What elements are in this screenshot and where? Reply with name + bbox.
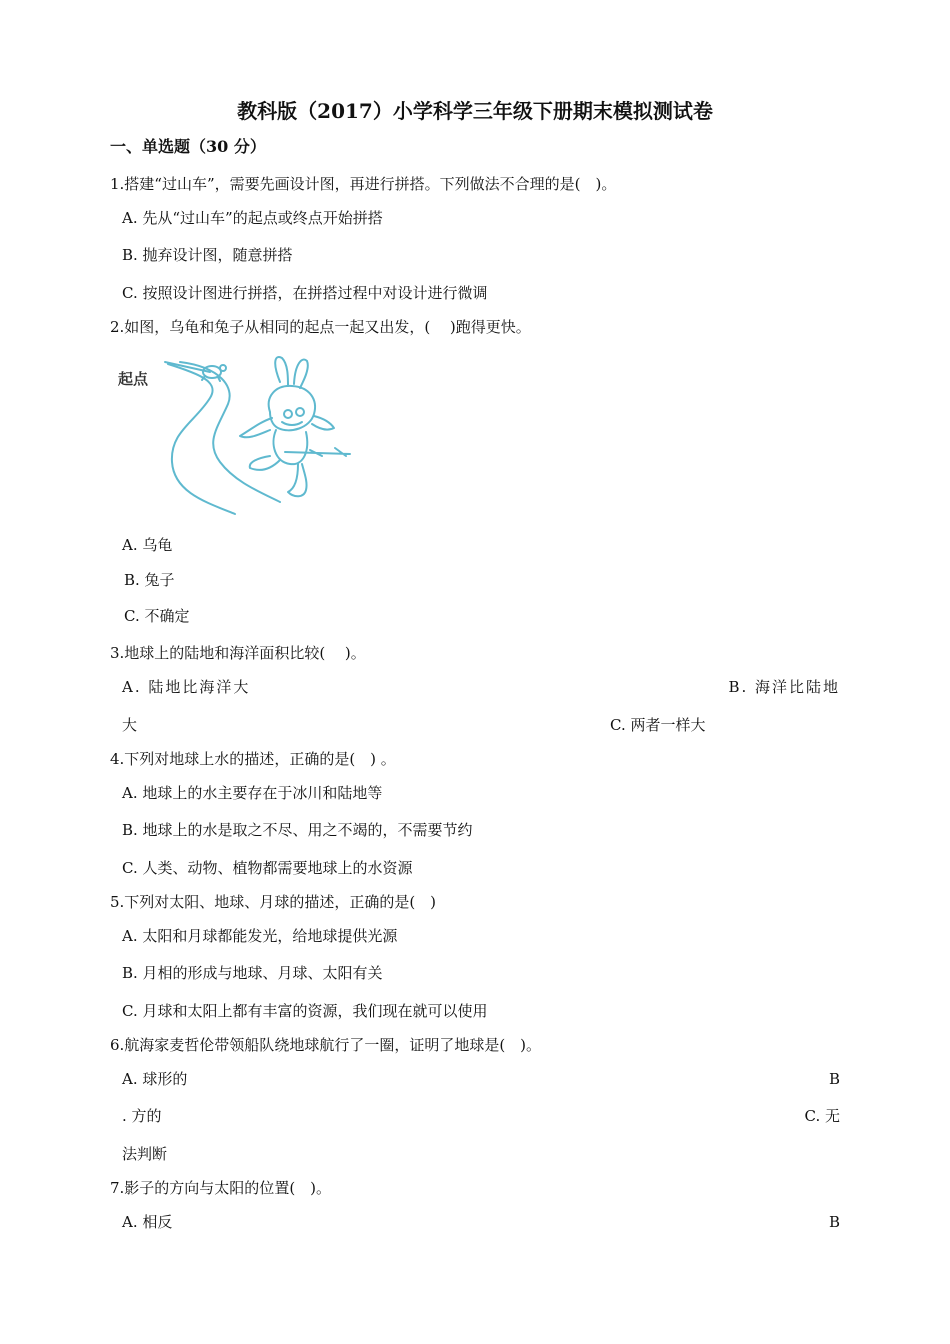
rabbit-arm-right (312, 416, 334, 430)
figure-start-label: 起点 (118, 370, 149, 388)
rabbit-leg-right (288, 464, 307, 496)
question-4-stem: 4.下列对地球上水的描述，正确的是( ) 。 (110, 750, 396, 768)
question-5-option-a: A. 太阳和月球都能发光，给地球提供光源 (122, 927, 398, 945)
question-5-stem: 5.下列对太阳、地球、月球的描述，正确的是( ) (110, 893, 437, 911)
question-6-stem: 6.航海家麦哲伦带领船队绕地球航行了一圈，证明了地球是( )。 (110, 1036, 542, 1054)
track-left-edge (168, 364, 235, 514)
question-3-option-c: C. 两者一样大 (610, 716, 706, 734)
question-1-option-b: B. 抛弃设计图，随意拼搭 (122, 246, 293, 264)
question-3-option-b-continued: 大 (122, 716, 138, 734)
tortoise-rabbit-figure (110, 352, 360, 522)
rabbit-body (274, 430, 308, 464)
rabbit-head (269, 386, 315, 430)
question-5-option-c: C. 月球和太阳上都有丰富的资源，我们现在就可以使用 (122, 1002, 488, 1020)
question-5-option-b: B. 月相的形成与地球、月球、太阳有关 (122, 964, 383, 982)
question-7-option-b: B (828, 1213, 840, 1231)
question-6-option-c: C. 无 (804, 1107, 840, 1125)
rabbit-ear-left (275, 357, 288, 386)
question-6-option-b-continued: . 方的 (122, 1107, 162, 1125)
rabbit-arm-left (240, 418, 272, 437)
rabbit-ear-right (294, 360, 308, 388)
section-heading: 一、单选题（30 分） (110, 137, 266, 156)
question-4-option-a: A. 地球上的水主要存在于冰川和陆地等 (122, 784, 383, 802)
question-6-option-b: B (828, 1070, 840, 1088)
question-1-option-c: C. 按照设计图进行拼搭，在拼搭过程中对设计进行微调 (122, 284, 488, 302)
question-7-option-a: A. 相反 (122, 1213, 173, 1231)
question-3-option-b: B. 海洋比陆地 (728, 678, 840, 696)
question-6-option-c-continued: 法判断 (122, 1145, 168, 1163)
rabbit-leg-left (250, 456, 280, 470)
question-2-stem: 2.如图，乌龟和兔子从相同的起点一起又出发，( )跑得更快。 (110, 318, 531, 336)
question-2-option-a: A. 乌龟 (122, 536, 173, 554)
question-2-option-b: B. 兔子 (124, 571, 175, 589)
question-4-option-c: C. 人类、动物、植物都需要地球上的水资源 (122, 859, 413, 877)
question-7-stem: 7.影子的方向与太阳的位置( )。 (110, 1179, 332, 1197)
question-3-stem: 3.地球上的陆地和海洋面积比较( )。 (110, 644, 366, 662)
page-title: 教科版（2017）小学科学三年级下册期末模拟测试卷 (237, 99, 713, 123)
ground-line (285, 448, 350, 456)
question-1-stem: 1.搭建“过山车”，需要先画设计图，再进行拼搭。下列做法不合理的是( )。 (110, 175, 617, 193)
question-4-option-b: B. 地球上的水是取之不尽、用之不竭的，不需要节约 (122, 821, 473, 839)
question-6-option-a: A. 球形的 (122, 1070, 188, 1088)
question-1-option-a: A. 先从“过山车”的起点或终点开始拼搭 (122, 209, 383, 227)
question-3-option-a: A. 陆地比海洋大 (122, 678, 251, 696)
race-illustration (110, 352, 360, 522)
question-2-option-c: C. 不确定 (124, 607, 190, 625)
